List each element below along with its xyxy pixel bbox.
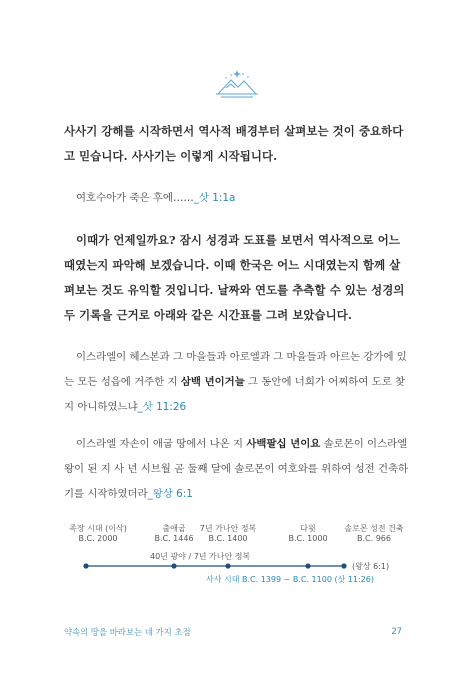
timeline-event-david: 다윗 B.C. 1000 (288, 524, 328, 543)
timeline-dot (341, 563, 346, 568)
quote-reference: _삿 11:26 (137, 401, 187, 413)
timeline-end-reference: (왕상 6:1) (352, 562, 390, 571)
paragraph-timeline-text: 이때가 언제일까요? 잠시 성경과 도표를 보면서 역사적으로 어느 때였는지 파악해 보겠습니다. 이때 한국은 어느 시대였는지 함께 살펴보는 것도 유익할 것입니다. 날짜와 연도를 추측할 수 있는 성경의 두 기록을 근거로 아래와 같은 시간표를 그려 보았습니다. (64, 233, 405, 322)
timeline-span-wilderness: 40년 광야 / 7년 가나안 정복 (150, 552, 251, 561)
timeline-span-judges: 사사 시대 B.C. 1399 ~ B.C. 1100 (삿 11:26) (206, 575, 375, 584)
quote-1kings-6-1 (64, 432, 409, 507)
quote-emphasis: 사백팔십 년이요 (246, 438, 321, 450)
timeline-dot (171, 563, 176, 568)
timeline-event-patriarchs: 족장 시대 (이삭) B.C. 2000 (69, 524, 127, 543)
timeline-event-exodus: 출애굽 B.C. 1446 (154, 524, 194, 543)
quote-reference: _삿 1:1a (193, 192, 236, 204)
mountain-ornament-icon (214, 68, 260, 100)
footer-book-title: 약속의 땅을 바라보는 네 가지 초점 (64, 627, 191, 637)
quote-text: 여호수아가 죽은 후에…… (76, 192, 194, 204)
timeline-dot (225, 563, 230, 568)
quote-judges-1-1 (64, 186, 409, 211)
paragraph-timeline-intro (64, 228, 409, 328)
quote-text-part: 이스라엘 자손이 애굽 땅에서 나온 지 (76, 438, 247, 450)
quote-emphasis: 삼백 년이거늘 (180, 376, 245, 388)
timeline-dot (83, 563, 88, 568)
paragraph-intro-text: 사사기 강해를 시작하면서 역사적 배경부터 살펴보는 것이 중요하다고 믿습니다. 사사기는 이렇게 시작됩니다. (64, 124, 404, 163)
quote-text-part: 이스라엘이 헤스본과 그 마을들과 아로엘과 그 마을들과 아르논 강가에 있는 모든 성읍에 거주한 지 (64, 351, 407, 388)
quote-text-part: 솔로몬이 이스라엘 왕이 된 지 사 년 시브월 곧 둘째 달에 솔로몬이 여호와를 위하여 성전 건축하기를 시작하였더라 (64, 438, 409, 500)
timeline-diagram (0, 520, 470, 620)
quote-judges-11-26 (64, 345, 409, 420)
timeline-event-conquest: 7년 가나안 정복 B.C. 1400 (199, 524, 257, 543)
footer-page-number: 27 (391, 626, 402, 636)
timeline-event-solomon-temple: 솔로몬 성전 건축 B.C. 966 (344, 524, 404, 543)
quote-reference: _왕상 6:1 (147, 488, 193, 500)
quote-text-part: 그 동안에 너희가 어찌하여 도로 찾지 아니하였느냐 (64, 376, 406, 413)
timeline-dot (305, 563, 310, 568)
paragraph-intro (64, 119, 409, 169)
